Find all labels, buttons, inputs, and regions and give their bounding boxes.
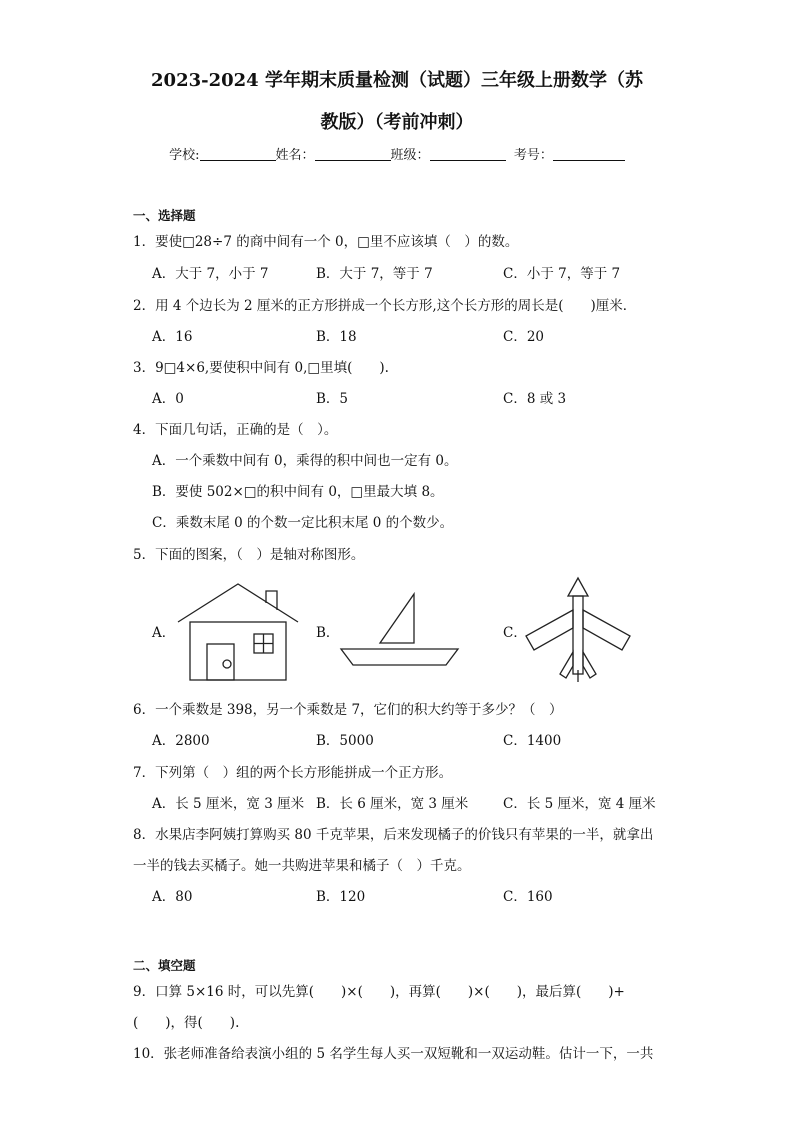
q3-option-a[interactable]: A．0 [152,391,184,407]
q6-stem: 6．一个乘数是 398，另一个乘数是 7，它们的积大约等于多少？（ ） [133,702,563,718]
q8-stem-line2: 一半的钱去买橘子。她一共购进苹果和橘子（ ）千克。 [133,858,471,874]
q7-stem: 7．下列第（ ）组的两个长方形能拼成一个正方形。 [133,765,453,781]
q8-option-b[interactable]: B．120 [316,889,366,905]
class-label: 班级： [390,148,430,163]
q9-stem-line2: ( )，得( ). [133,1015,240,1031]
q1-stem: 1．要使□28÷7 的商中间有一个 0，□里不应该填（ ）的数。 [133,234,519,250]
q7-option-a[interactable]: A．长 5 厘米，宽 3 厘米 [152,796,305,812]
q8-stem-line1: 8．水果店李阿姨打算购买 80 千克苹果，后来发现橘子的价钱只有苹果的一半，就拿出 [133,827,654,843]
page-title-line2: 教版）（考前冲刺） [320,112,474,133]
student-info-line [0,146,794,165]
q2-option-b[interactable]: B．18 [316,329,357,345]
q5-option-a[interactable]: A． [152,625,176,641]
number-label: 考号： [513,148,553,163]
q2-option-a[interactable]: A．16 [152,329,193,345]
q8-option-c[interactable]: C．160 [503,889,553,905]
q7-option-b[interactable]: B．长 6 厘米，宽 3 厘米 [316,796,469,812]
q3-option-c[interactable]: C．8 或 3 [503,391,567,407]
name-blank[interactable] [315,146,391,161]
q5-figures [0,574,794,694]
q8-option-a[interactable]: A．80 [152,889,193,905]
school-blank[interactable] [200,146,276,161]
q9-stem-line1: 9．口算 5×16 时，可以先算( )×( )，再算( )×( )，最后算( )+ [133,984,625,1000]
q3-option-b[interactable]: B．5 [316,391,349,407]
q5-option-b[interactable]: B． [316,625,340,641]
q4-stem: 4．下面几句话，正确的是（ ）。 [133,422,338,438]
number-blank[interactable] [553,146,625,161]
q6-option-c[interactable]: C．1400 [503,733,562,749]
class-blank[interactable] [430,146,506,161]
name-label: 姓名： [275,148,315,163]
house-figure [178,584,298,680]
q6-option-a[interactable]: A．2800 [152,733,210,749]
q3-stem: 3．9□4×6,要使积中间有 0,□里填( ). [133,360,389,376]
sailboat-figure [341,594,458,665]
q5-option-c[interactable]: C． [503,625,527,641]
q10-stem-line1: 10．张老师准备给表演小组的 5 名学生每人买一双短靴和一双运动鞋。估计一下，一共 [133,1046,654,1062]
q2-stem: 2．用 4 个边长为 2 厘米的正方形拼成一个长方形,这个长方形的周长是( )厘米． [133,298,637,314]
q7-option-c[interactable]: C．长 5 厘米，宽 4 厘米 [503,796,656,812]
school-label: 学校: [169,148,200,163]
q6-option-b[interactable]: B．5000 [316,733,374,749]
q5-stem: 5．下面的图案，（ ）是轴对称图形。 [133,547,365,563]
q4-option-b[interactable]: B．要使 502×□的积中间有 0，□里最大填 8。 [152,484,444,500]
q1-option-b[interactable]: B．大于 7，等于 7 [316,266,433,282]
airplane-figure [526,578,630,682]
section-choice-heading: 一、选择题 [133,208,196,223]
page-title-line1: 2023-2024 学年期末质量检测（试题）三年级上册数学（苏 [151,70,643,91]
q1-option-c[interactable]: C．小于 7，等于 7 [503,266,621,282]
q4-option-c[interactable]: C．乘数末尾 0 的个数一定比积末尾 0 的个数少。 [152,515,454,531]
q4-option-a[interactable]: A．一个乘数中间有 0，乘得的积中间也一定有 0。 [152,453,458,469]
section-fill-heading: 二、填空题 [133,958,196,973]
q1-option-a[interactable]: A．大于 7，小于 7 [152,266,269,282]
q2-option-c[interactable]: C．20 [503,329,545,345]
